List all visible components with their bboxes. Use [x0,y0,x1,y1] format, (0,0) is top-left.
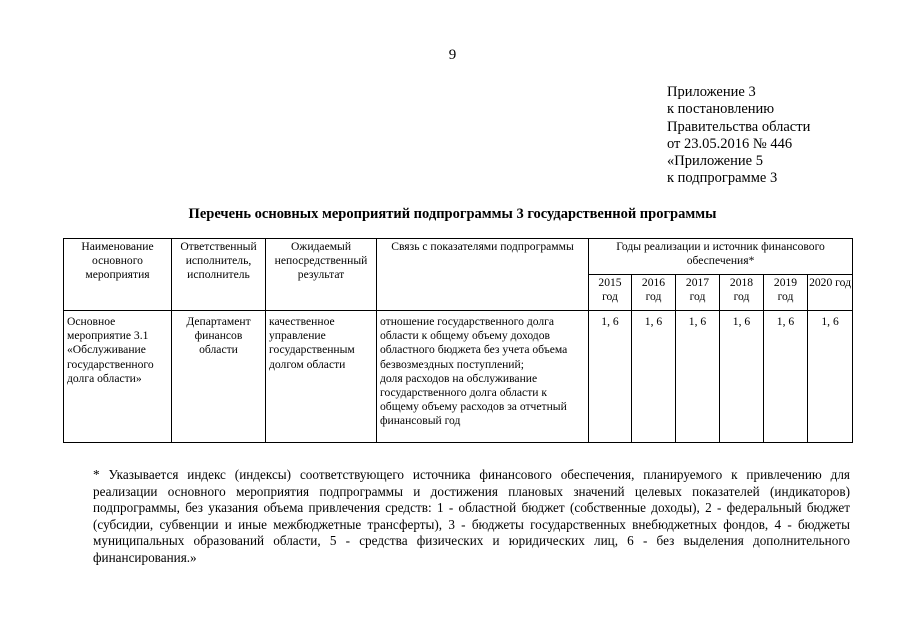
cell-result: качественное управление государственным долгом области [266,311,377,443]
appendix-line: «Приложение 5 [667,153,763,170]
cell-name: Основное мероприятие 3.1 «Обслуживание государственного долга области» [64,311,172,443]
footnote [93,467,850,567]
header-year: 2017 год [676,275,720,311]
header-year: 2015 год [589,275,632,311]
header-name: Наименование основного мероприятия [64,239,172,311]
header-year: 2020 год [808,275,853,311]
appendix-block [667,84,810,188]
footnote-text: * Указывается индекс (индексы) соответствующего источника финансового обеспечения, планируемого к привлечению для реализации основного мероприятия подпрограммы и достижения плановых значений целевых показателей (индикаторов) подпрограммы, без указания объема привлечения средств: 1 - областной бюджет (собственные доходы), 2 - федеральный бюджет (субсидии, субвенции и иные межбюджетные трансферты), 3 - бюджеты государственных внебюджетных фондов, 4 - бюджеты муниципальных образований области, 5 - средства физических и юридических лиц, 6 - без выделения дополнительного финансирования.» [93,467,850,565]
header-result: Ожидаемый непосредственный результат [266,239,377,311]
cell-source-code: 1, 6 [632,311,676,443]
appendix-line: Приложение 3 [667,84,756,100]
appendix-line: Правительства области [667,118,811,135]
appendix-line: к подпрограмме 3 [667,170,778,187]
header-years-group: Годы реализации и источник финансового обеспечения* [589,239,853,275]
cell-source-code: 1, 6 [676,311,720,443]
cell-source-code: 1, 6 [589,311,632,443]
cell-executor: Департамент финансов области [172,311,266,443]
cell-source-code: 1, 6 [720,311,764,443]
header-year: 2018 год [720,275,764,311]
header-indicators: Связь с показателями подпрограммы [377,239,589,311]
table-row [64,311,853,443]
header-year: 2016 год [632,275,676,311]
header-year: 2019 год [764,275,808,311]
appendix-line: к постановлению [667,101,775,118]
document-title: Перечень основных мероприятий подпрограммы 3 государственной программы [188,206,717,222]
cell-source-code: 1, 6 [808,311,853,443]
header-executor: Ответственный исполнитель, исполнитель [172,239,266,311]
page-number: 9 [448,47,457,63]
cell-source-code: 1, 6 [764,311,808,443]
cell-indicators: отношение государственного долга области к общему объему доходов областного бюджета без учета объема безвозмездных поступлений; доля расходов на обслуживание государственного долга области к общему объему расходов за отчетный финансовый год [377,311,589,443]
measures-table [63,238,853,443]
appendix-line: от 23.05.2016 № 446 [667,135,793,152]
